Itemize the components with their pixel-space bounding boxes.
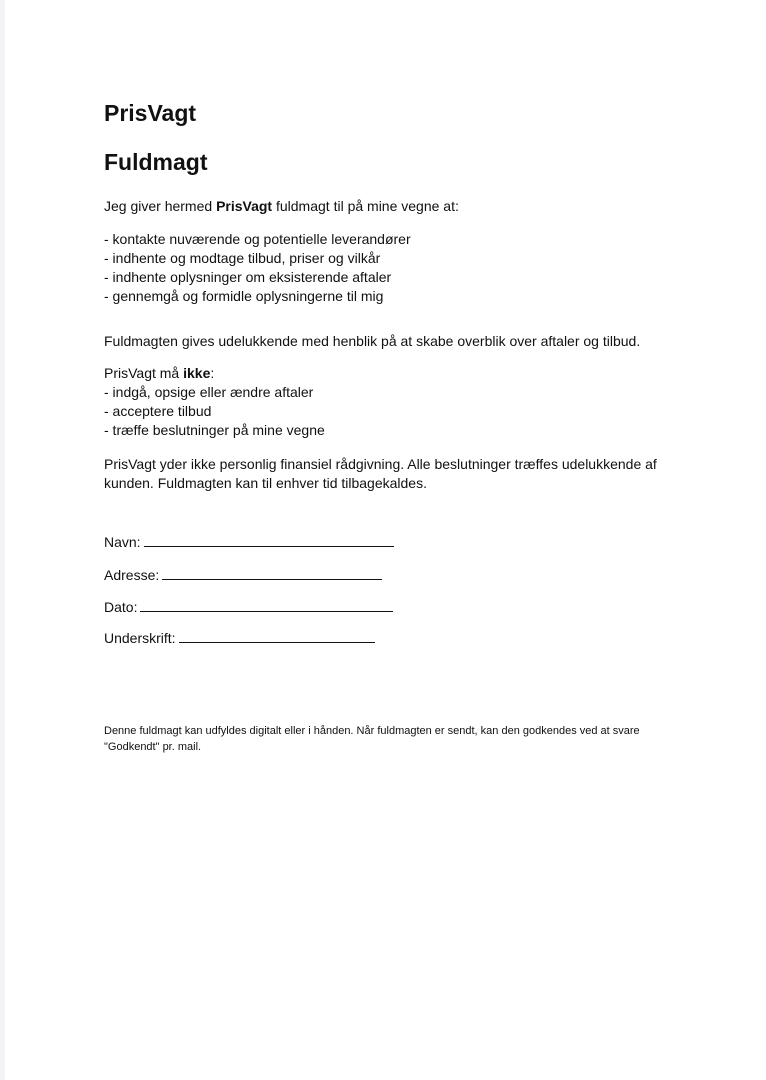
name-blank-line[interactable] — [144, 532, 394, 547]
intro-brand-bold: PrisVagt — [216, 198, 273, 214]
permission-item: - kontakte nuværende og potentielle leverandører — [104, 231, 411, 247]
name-label: Navn: — [104, 534, 141, 550]
signature-label: Underskrift: — [104, 630, 176, 646]
intro-paragraph — [104, 197, 459, 216]
restrictions-heading-before: PrisVagt må — [104, 365, 184, 381]
permission-item: - indhente og modtage tilbud, priser og vilkår — [104, 250, 381, 266]
restriction-item: - acceptere tilbud — [104, 403, 212, 419]
date-blank-line[interactable] — [140, 597, 393, 612]
restrictions-heading — [104, 364, 325, 383]
permissions-list — [104, 230, 411, 306]
intro-text-after: fuldmagt til på mine vegne at: — [272, 198, 459, 214]
permission-item: - gennemgå og formidle oplysningerne til mig — [104, 288, 384, 304]
intro-text-before: Jeg giver hermed — [104, 198, 217, 214]
purpose-paragraph: Fuldmagten gives udelukkende med henblik på at skabe overblik over aftaler og tilbud. — [104, 333, 641, 349]
address-field[interactable] — [104, 565, 382, 585]
footnote-line: "Godkendt" pr. mail. — [104, 741, 202, 753]
footnote — [104, 723, 684, 755]
restriction-item: - indgå, opsige eller ændre aftaler — [104, 384, 314, 400]
document-page — [5, 0, 766, 1080]
address-label: Adresse: — [104, 567, 160, 583]
disclaimer-line: kunden. Fuldmagten kan til enhver tid tilbagekaldes. — [104, 475, 427, 491]
restrictions-heading-after: : — [210, 365, 215, 381]
date-field[interactable] — [104, 597, 393, 617]
document-title: Fuldmagt — [104, 149, 208, 175]
permission-item: - indhente oplysninger om eksisterende aftaler — [104, 269, 392, 285]
restriction-item: - træffe beslutninger på mine vegne — [104, 422, 325, 438]
footnote-line: Denne fuldmagt kan udfyldes digitalt eller i hånden. Når fuldmagten er sendt, kan den godkendes ved at svare — [104, 725, 640, 737]
date-label: Dato: — [104, 599, 138, 615]
restrictions-heading-bold: ikke — [183, 365, 211, 381]
signature-field[interactable] — [104, 628, 375, 648]
brand-heading: PrisVagt — [104, 100, 197, 126]
signature-blank-line[interactable] — [179, 628, 375, 643]
disclaimer-paragraph — [104, 455, 704, 493]
address-blank-line[interactable] — [162, 565, 382, 580]
disclaimer-line: PrisVagt yder ikke personlig finansiel rådgivning. Alle beslutninger træffes udelukkende af — [104, 456, 657, 472]
restrictions-section — [104, 364, 325, 440]
name-field[interactable] — [104, 532, 394, 552]
